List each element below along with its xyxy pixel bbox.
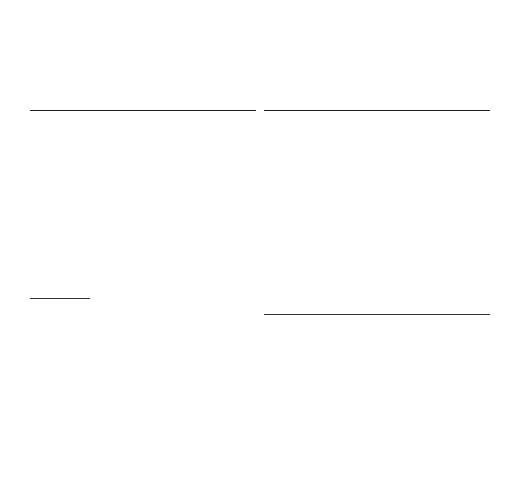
right-footnotes <box>264 314 490 319</box>
left-running-head <box>30 96 256 111</box>
footnote-rule <box>264 314 490 315</box>
footnote-rule <box>30 298 90 299</box>
right-page <box>264 96 490 486</box>
left-page <box>30 96 256 486</box>
right-running-head <box>264 96 490 111</box>
left-footnotes <box>30 298 256 303</box>
right-body <box>264 120 490 126</box>
left-body <box>30 120 256 128</box>
